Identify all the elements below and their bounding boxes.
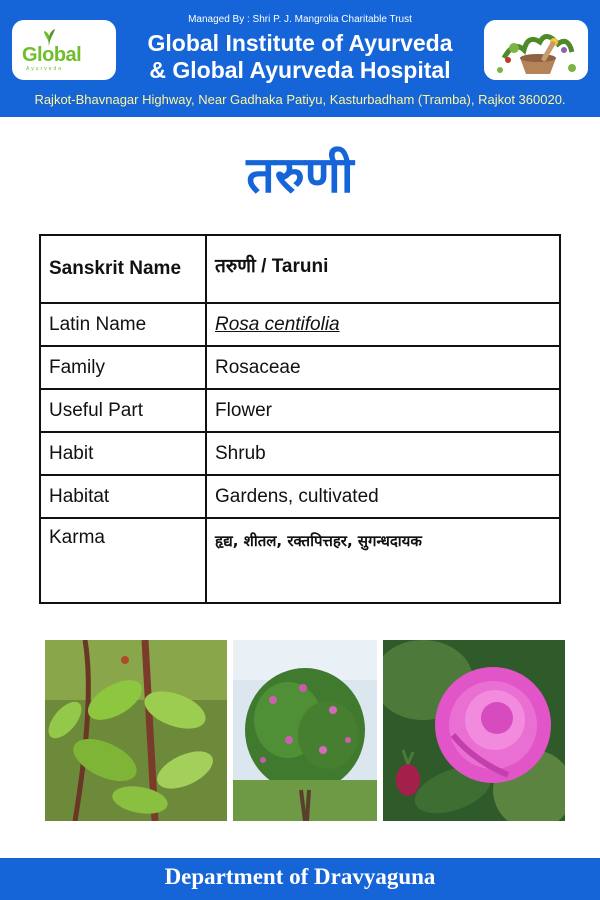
useful-part-label: Useful Part <box>40 389 206 432</box>
logo-subtext: Ayurveda <box>26 66 64 72</box>
logo-text: Global <box>22 44 82 66</box>
table-row-karma <box>40 518 560 603</box>
managed-by-text: Managed By : Shri P. J. Mangrolia Charitable Trust <box>188 14 412 25</box>
table-row-latin <box>40 303 560 346</box>
global-logo <box>12 20 116 80</box>
rose-flower-photo <box>383 640 565 821</box>
header-banner <box>0 0 600 117</box>
karma-label: Karma <box>40 518 206 603</box>
herbs-mortar-image <box>484 20 588 80</box>
department-name: Department of Dravyaguna <box>164 864 436 889</box>
habitat-label: Habitat <box>40 475 206 518</box>
karma-value: हृद्य, शीतल, रक्तपित्तहर, सुगन्धदायक <box>206 518 560 603</box>
sanskrit-roman-name: Taruni <box>271 256 329 277</box>
sanskrit-dev-name: तरुणी <box>215 255 256 277</box>
useful-part-value: Flower <box>206 389 560 432</box>
table-row-habitat <box>40 475 560 518</box>
institute-title-line2: & Global Ayurveda Hospital <box>149 57 451 83</box>
family-value: Rosaceae <box>206 346 560 389</box>
sanskrit-separator: / <box>255 256 272 277</box>
address-text: Rajkot-Bhavnagar Highway, Near Gadhaka Patiyu, Kasturbadham (Tramba), Rajkot 360020. <box>34 92 566 107</box>
institute-title <box>120 30 480 84</box>
rose-shrub-photo <box>233 640 377 821</box>
habit-value: Shrub <box>206 432 560 475</box>
institute-title-line1: Global Institute of Ayurveda <box>147 30 453 56</box>
latin-name-value: Rosa centifolia <box>206 303 560 346</box>
footer-banner <box>0 858 600 900</box>
sanskrit-name-value <box>206 235 560 303</box>
habit-label: Habit <box>40 432 206 475</box>
habitat-value: Gardens, cultivated <box>206 475 560 518</box>
rose-leaves-photo <box>45 640 227 821</box>
table-row-family <box>40 346 560 389</box>
table-row-sanskrit <box>40 235 560 303</box>
latin-name-label: Latin Name <box>40 303 206 346</box>
table-row-useful-part <box>40 389 560 432</box>
page-title: तरुणी <box>246 146 354 204</box>
sanskrit-name-label: Sanskrit Name <box>40 235 206 303</box>
family-label: Family <box>40 346 206 389</box>
herb-info-table <box>39 234 561 604</box>
table-row-habit <box>40 432 560 475</box>
